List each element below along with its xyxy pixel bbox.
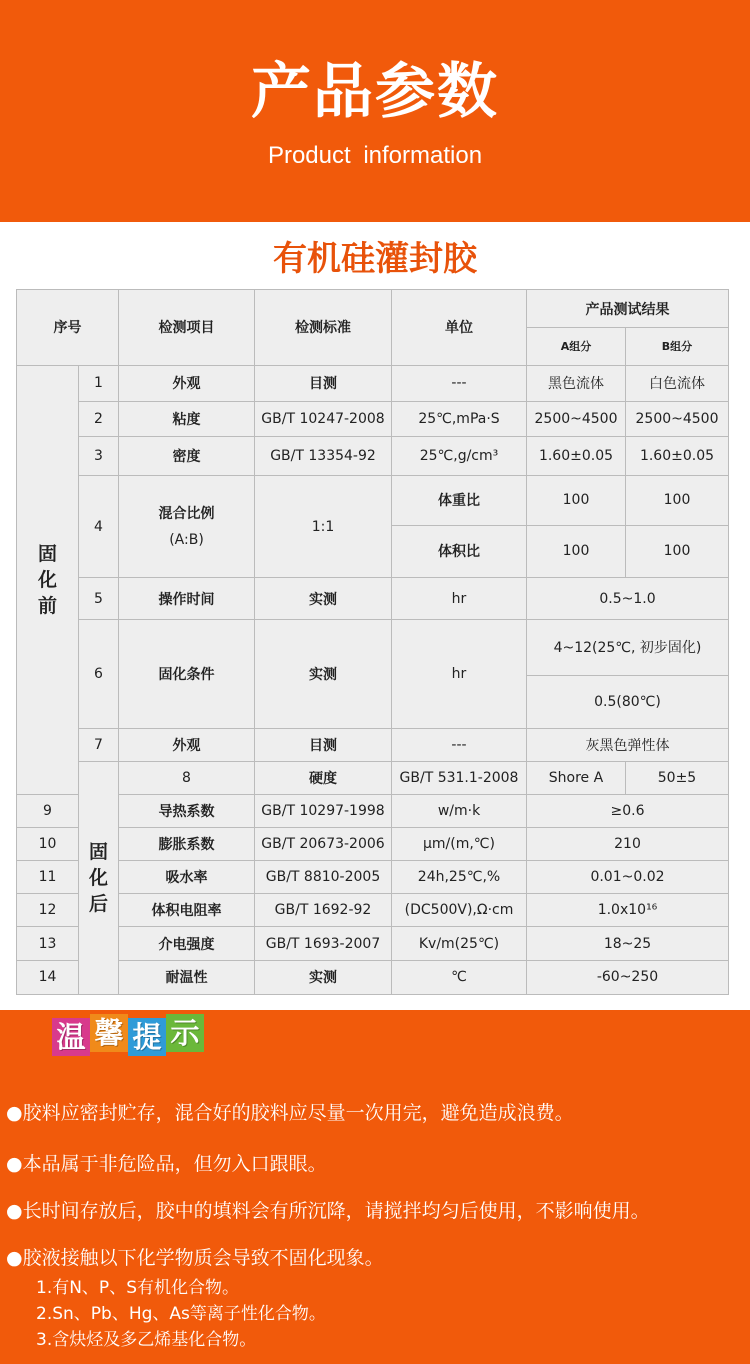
row-no: 6 xyxy=(79,620,119,729)
header-unit: 单位 xyxy=(392,290,527,366)
row-value: 0.5~1.0 xyxy=(527,577,729,619)
badge-char: 示 xyxy=(166,1014,204,1052)
row-item: 膨胀系数 xyxy=(119,827,255,860)
tip-item: ●长时间存放后，胶中的填料会有所沉降，请搅拌均匀后使用，不影响使用。 xyxy=(6,1200,650,1222)
table-row xyxy=(17,860,729,893)
row-unit: hr xyxy=(392,577,527,619)
table-row xyxy=(17,577,729,619)
row-value-a: 黑色流体 xyxy=(527,365,626,401)
row-no: 2 xyxy=(79,401,119,436)
row-item: 吸水率 xyxy=(119,860,255,893)
row-standard: GB/T 13354-92 xyxy=(255,437,392,476)
row-no: 1 xyxy=(79,365,119,401)
row-unit: Kv/m(25℃) xyxy=(392,927,527,960)
tip-sub-item: 3.含炔烃及多乙烯基化合物。 xyxy=(36,1330,257,1350)
row-item-line1: 混合比例 xyxy=(158,505,215,522)
spec-table-container xyxy=(16,289,728,995)
row-standard: 1:1 xyxy=(255,476,392,578)
row-unit: --- xyxy=(392,729,527,762)
row-item: 外观 xyxy=(119,729,255,762)
row-item: 硬度 xyxy=(255,762,392,794)
page-subtitle: Product information xyxy=(267,142,483,169)
row-unit: 25℃,mPa·S xyxy=(392,401,527,436)
row-item: 操作时间 xyxy=(119,577,255,619)
row-no: 9 xyxy=(17,794,79,827)
row-unit: hr xyxy=(392,620,527,729)
row-value-b: 100 xyxy=(626,525,729,577)
badge-char: 馨 xyxy=(90,1014,128,1052)
row-value-b: 100 xyxy=(626,476,729,525)
table-row xyxy=(17,401,729,436)
row-standard: 实测 xyxy=(255,620,392,729)
row-unit: w/m·k xyxy=(392,794,527,827)
tip-sub-item: 2.Sn、Pb、Hg、As等离子性化合物。 xyxy=(36,1304,326,1324)
row-value-a: 2500~4500 xyxy=(527,401,626,436)
row-item: 体积电阻率 xyxy=(119,894,255,927)
row-value: 50±5 xyxy=(626,762,729,794)
product-name: 有机硅灌封胶 xyxy=(273,239,477,279)
table-row xyxy=(17,365,729,401)
row-unit: (DC500V),Ω·cm xyxy=(392,894,527,927)
row-no: 10 xyxy=(17,827,79,860)
row-standard: 实测 xyxy=(255,960,392,994)
page-title: 产品参数 xyxy=(251,57,499,127)
row-no: 4 xyxy=(79,476,119,578)
table-row xyxy=(17,960,729,994)
tip-item: ●胶液接触以下化学物质会导致不固化现象。 xyxy=(6,1247,384,1269)
row-value: 210 xyxy=(527,827,729,860)
header-banner xyxy=(0,0,750,222)
table-row xyxy=(17,927,729,960)
row-value: -60~250 xyxy=(527,960,729,994)
row-standard: GB/T 1693-2007 xyxy=(255,927,392,960)
badge-char: 温 xyxy=(52,1018,90,1056)
row-value-b: 2500~4500 xyxy=(626,401,729,436)
row-value: 0.5(80℃) xyxy=(527,675,729,728)
row-unit: --- xyxy=(392,365,527,401)
row-item: 固化条件 xyxy=(119,620,255,729)
row-standard: GB/T 531.1-2008 xyxy=(392,762,527,794)
row-standard: 目测 xyxy=(255,365,392,401)
row-unit: 25℃,g/cm³ xyxy=(392,437,527,476)
row-unit: Shore A xyxy=(527,762,626,794)
tips-badge xyxy=(52,1014,204,1058)
spec-table xyxy=(16,289,729,995)
row-standard: GB/T 8810-2005 xyxy=(255,860,392,893)
row-standard: GB/T 10247-2008 xyxy=(255,401,392,436)
row-unit: 24h,25℃,% xyxy=(392,860,527,893)
header-component-a: A组分 xyxy=(527,328,626,365)
row-value: 4~12(25℃, 初步固化) xyxy=(527,620,729,675)
badge-char: 提 xyxy=(128,1018,166,1056)
row-standard: GB/T 1692-92 xyxy=(255,894,392,927)
row-value: 0.01~0.02 xyxy=(527,860,729,893)
row-item xyxy=(119,476,255,578)
row-value-a: 1.60±0.05 xyxy=(527,437,626,476)
table-row xyxy=(17,476,729,525)
row-value-b: 1.60±0.05 xyxy=(626,437,729,476)
header-component-b: B组分 xyxy=(626,328,729,365)
row-standard: GB/T 20673-2006 xyxy=(255,827,392,860)
row-item: 外观 xyxy=(119,365,255,401)
row-item: 介电强度 xyxy=(119,927,255,960)
row-unit: μm/(m,℃) xyxy=(392,827,527,860)
row-item: 耐温性 xyxy=(119,960,255,994)
row-no: 13 xyxy=(17,927,79,960)
row-no: 5 xyxy=(79,577,119,619)
row-no: 7 xyxy=(79,729,119,762)
table-row xyxy=(17,827,729,860)
row-no: 8 xyxy=(119,762,255,794)
table-row xyxy=(17,894,729,927)
tip-item: ●胶料应密封贮存，混合好的胶料应尽量一次用完，避免造成浪费。 xyxy=(6,1102,574,1124)
tip-item: ●本品属于非危险品，但勿入口跟眼。 xyxy=(6,1153,327,1175)
header-standard: 检测标准 xyxy=(255,290,392,366)
row-standard: 目测 xyxy=(255,729,392,762)
row-value-a: 100 xyxy=(527,476,626,525)
row-value-a: 100 xyxy=(527,525,626,577)
row-value: 灰黑色弹性体 xyxy=(527,729,729,762)
row-value: 18~25 xyxy=(527,927,729,960)
row-no: 11 xyxy=(17,860,79,893)
row-item-line2: (A:B) xyxy=(169,531,204,548)
header-results: 产品测试结果 xyxy=(527,290,729,328)
row-standard: 实测 xyxy=(255,577,392,619)
group-label-before: 固化前 xyxy=(17,365,79,794)
group-label-after: 固化后 xyxy=(79,762,119,995)
row-value: 1.0x10¹⁶ xyxy=(527,894,729,927)
row-item: 密度 xyxy=(119,437,255,476)
row-unit: 体积比 xyxy=(392,525,527,577)
row-value-b: 白色流体 xyxy=(626,365,729,401)
row-no: 14 xyxy=(17,960,79,994)
row-unit: 体重比 xyxy=(392,476,527,525)
header-item: 检测项目 xyxy=(119,290,255,366)
table-row xyxy=(17,620,729,675)
row-item: 导热系数 xyxy=(119,794,255,827)
row-standard: GB/T 10297-1998 xyxy=(255,794,392,827)
header-seq: 序号 xyxy=(17,290,119,366)
table-row xyxy=(17,437,729,476)
table-row xyxy=(17,762,729,794)
row-item: 粘度 xyxy=(119,401,255,436)
table-row xyxy=(17,729,729,762)
row-unit: ℃ xyxy=(392,960,527,994)
tip-sub-item: 1.有N、P、S有机化合物。 xyxy=(36,1278,239,1298)
row-no: 3 xyxy=(79,437,119,476)
row-no: 12 xyxy=(17,894,79,927)
row-value: ≥0.6 xyxy=(527,794,729,827)
table-row xyxy=(17,794,729,827)
